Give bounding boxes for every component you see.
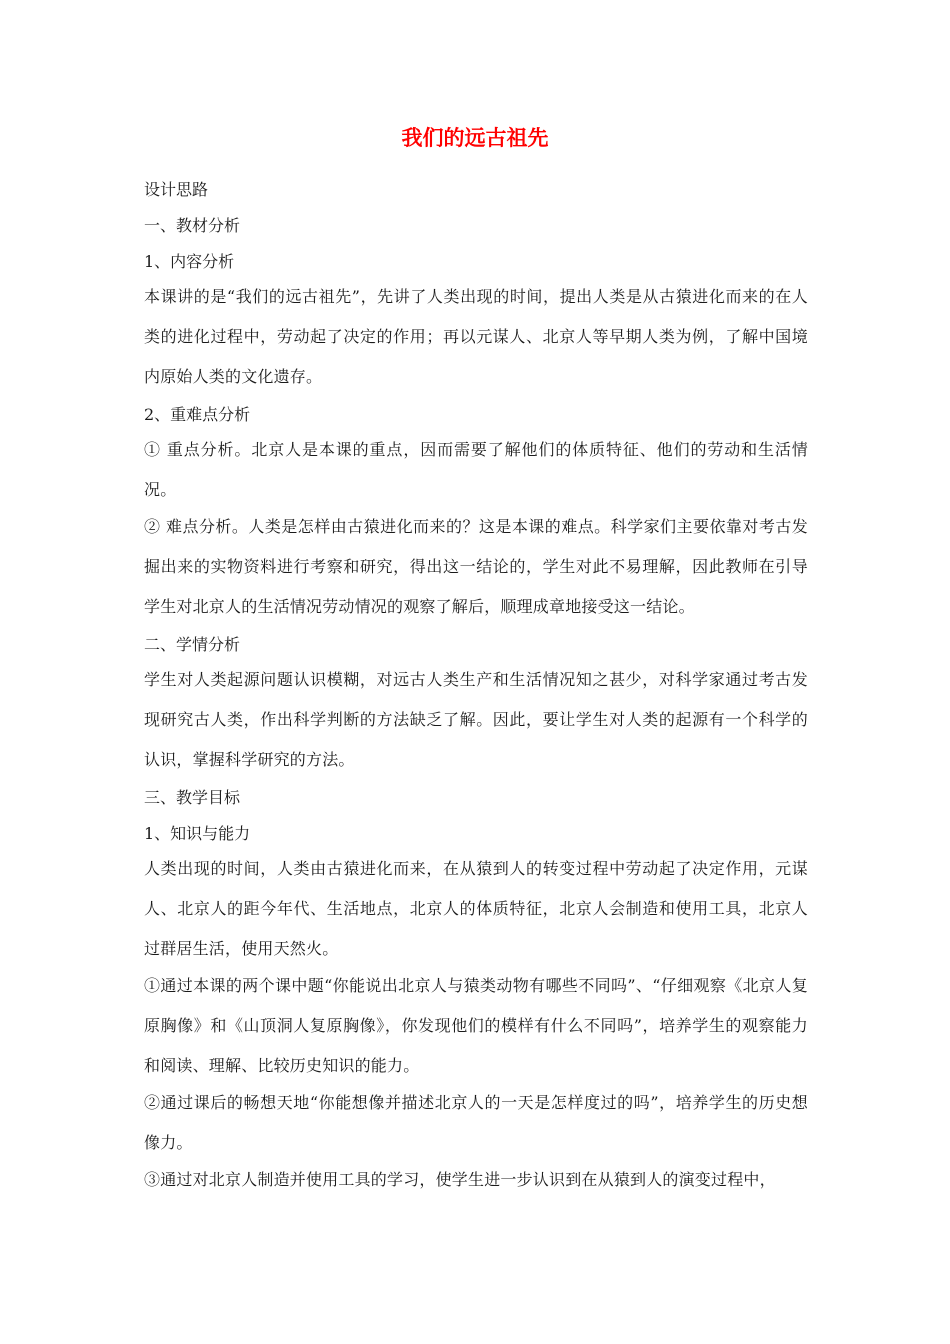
heading-design-idea: 设计思路 — [144, 180, 209, 199]
paragraph-difficult-point: ② 难点分析。人类是怎样由古猿进化而来的？这是本课的难点。科学家们主要依靠对考古发掘出来的实物资料进行考察和研究，得出这一结论的，学生对此不易理解，因此教师在引导学生对北京人的生活情况劳动情况的观察了解后，顺理成章地接受这一结论。 — [144, 517, 808, 616]
heading-key-difficult-points: 2、重难点分析 — [144, 405, 251, 424]
paragraph-student-analysis: 学生对人类起源问题认识模糊，对远古人类生产和生活情况知之甚少，对科学家通过考古发现研究古人类，作出科学判断的方法缺乏了解。因此，要让学生对人类的起源有一个科学的认识，掌握科学研究的方法。 — [144, 670, 808, 769]
heading-textbook-analysis: 一、教材分析 — [144, 216, 241, 235]
heading-student-analysis: 二、学情分析 — [144, 635, 241, 654]
paragraph-key-point: ① 重点分析。北京人是本课的重点，因而需要了解他们的体质特征、他们的劳动和生活情况。 — [144, 440, 808, 499]
paragraph-knowledge: 人类出现的时间，人类由古猿进化而来，在从猿到人的转变过程中劳动起了决定作用，元谋人、北京人的距今年代、生活地点，北京人的体质特征，北京人会制造和使用工具，北京人过群居生活，使用天然火。 — [144, 859, 808, 958]
paragraph-goal-2: ②通过课后的畅想天地“你能想像并描述北京人的一天是怎样度过的吗”，培养学生的历史想像力。 — [144, 1093, 808, 1152]
heading-teaching-goals: 三、教学目标 — [144, 788, 241, 807]
paragraph-content-analysis: 本课讲的是“我们的远古祖先”，先讲了人类出现的时间，提出人类是从古猿进化而来的在人类的进化过程中，劳动起了决定的作用；再以元谋人、北京人等早期人类为例，了解中国境内原始人类的文化遗存。 — [144, 287, 808, 386]
paragraph-goal-1: ①通过本课的两个课中题“你能说出北京人与猿类动物有哪些不同吗”、“仔细观察《北京人复原胸像》和《山顶洞人复原胸像》，你发现他们的模样有什么不同吗”，培养学生的观察能力和阅读、理解、比较历史知识的能力。 — [144, 976, 808, 1075]
heading-knowledge-ability: 1、知识与能力 — [144, 824, 251, 843]
document-title: 我们的远古祖先 — [401, 126, 549, 150]
heading-content-analysis: 1、内容分析 — [144, 252, 235, 271]
paragraph-goal-3: ③通过对北京人制造并使用工具的学习，使学生进一步认识到在从猿到人的演变过程中， — [144, 1170, 776, 1189]
document-body — [144, 172, 808, 1200]
